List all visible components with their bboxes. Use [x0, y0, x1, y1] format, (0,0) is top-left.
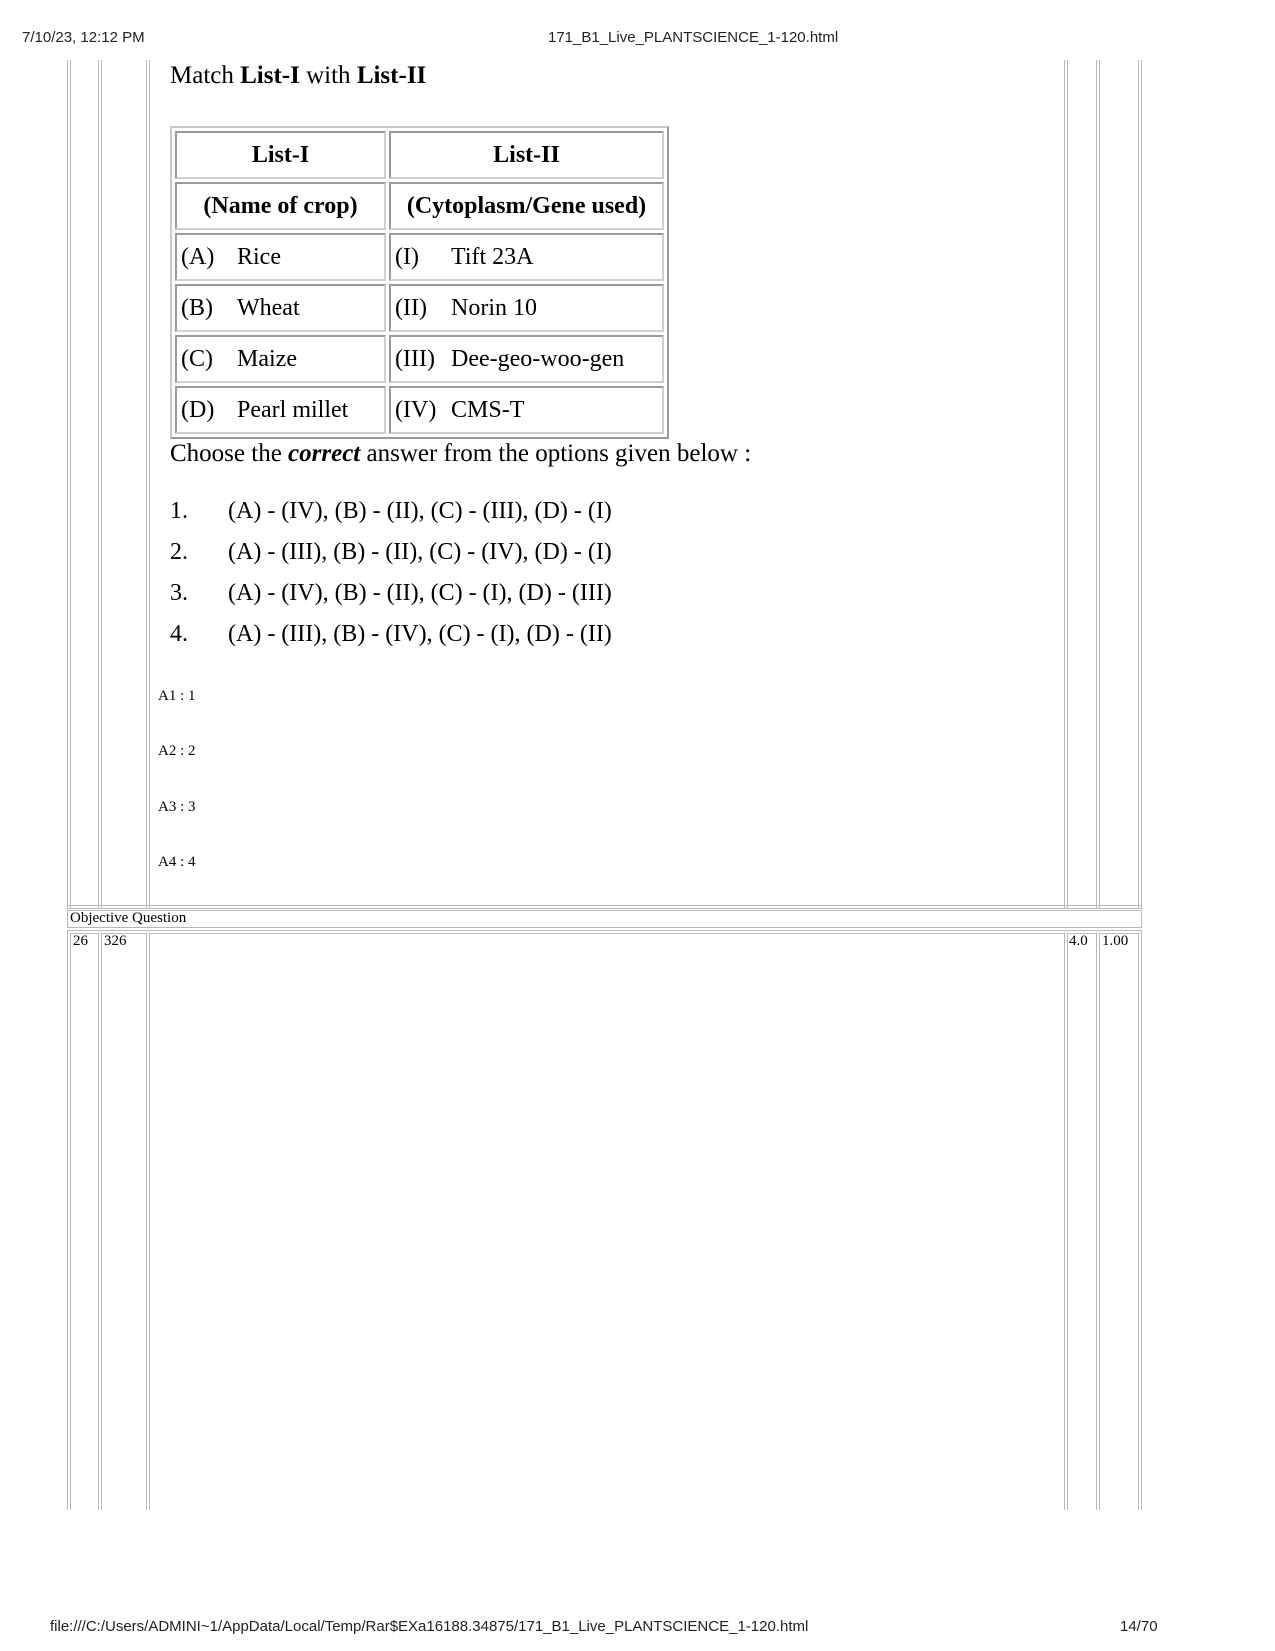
title-list2: List-II	[356, 62, 427, 89]
header-list1: List-I	[175, 131, 386, 179]
option-text: (A) - (III), (B) - (II), (C) - (IV), (D) - (I)	[228, 539, 612, 565]
title-prefix: Match	[170, 62, 241, 89]
answer-key-3: A3 : 3	[158, 799, 196, 815]
option-text: (A) - (IV), (B) - (II), (C) - (I), (D) - (III)	[228, 580, 612, 606]
option-2	[170, 539, 612, 566]
option-4	[170, 621, 612, 648]
subheader-gene: (Cytoplasm/Gene used)	[389, 182, 664, 230]
question-marks: 4.0	[1069, 933, 1088, 949]
match-table	[170, 126, 669, 439]
row-label: (III)	[395, 345, 435, 372]
option-number: 3.	[170, 580, 188, 606]
crop-name: Pearl millet	[237, 396, 349, 423]
header-list2: List-II	[389, 131, 664, 179]
print-file-path: file:///C:/Users/ADMINI~1/AppData/Local/Temp/Rar$EXa16188.34875/171_B1_Live_PLANTSCIENCE_1-120.html	[50, 1618, 809, 1635]
row-label: (A)	[181, 243, 215, 270]
option-text: (A) - (IV), (B) - (II), (C) - (III), (D) - (I)	[228, 498, 612, 524]
answer-key-4: A4 : 4	[158, 854, 196, 870]
row-label: (B)	[181, 294, 213, 321]
subheader-crop: (Name of crop)	[175, 182, 386, 230]
row-label: (C)	[181, 345, 213, 372]
option-number: 4.	[170, 621, 188, 647]
print-page-title: 171_B1_Live_PLANTSCIENCE_1-120.html	[548, 29, 839, 46]
row-label: (D)	[181, 396, 215, 423]
print-datetime: 7/10/23, 12:12 PM	[22, 29, 145, 46]
gene-name: Norin 10	[451, 294, 537, 321]
table-row	[175, 386, 664, 434]
table-row	[175, 284, 664, 332]
crop-name: Maize	[237, 345, 297, 372]
prompt-after: answer from the options given below :	[360, 440, 752, 467]
table-row	[175, 335, 664, 383]
question-title	[170, 62, 426, 90]
table-row	[175, 233, 664, 281]
title-list1: List-I	[240, 62, 300, 89]
question-id: 326	[104, 933, 127, 949]
option-number: 2.	[170, 539, 188, 565]
prompt-emphasis: correct	[288, 440, 361, 467]
row-label: (IV)	[395, 396, 437, 423]
table-header-row	[175, 131, 664, 179]
option-1	[170, 498, 612, 525]
print-page-number: 14/70	[1120, 1618, 1158, 1635]
answer-prompt	[170, 440, 751, 468]
gene-name: Dee-geo-woo-gen	[451, 345, 625, 372]
question-serial: 26	[73, 933, 88, 949]
crop-name: Wheat	[237, 294, 300, 321]
row-label: (II)	[395, 294, 427, 321]
gene-name: Tift 23A	[451, 243, 534, 270]
table-subheader-row	[175, 182, 664, 230]
option-number: 1.	[170, 498, 188, 524]
option-text: (A) - (III), (B) - (IV), (C) - (I), (D) - (II)	[228, 621, 612, 647]
gene-name: CMS-T	[451, 396, 525, 423]
prompt-before: Choose the	[170, 440, 289, 467]
option-3	[170, 580, 612, 607]
answer-key-1: A1 : 1	[158, 688, 196, 704]
question-negative-marks: 1.00	[1102, 933, 1129, 949]
title-middle: with	[299, 62, 357, 89]
question-type-label: Objective Question	[70, 910, 187, 926]
row-label: (I)	[395, 243, 419, 270]
crop-name: Rice	[237, 243, 281, 270]
answer-key-2: A2 : 2	[158, 743, 196, 759]
